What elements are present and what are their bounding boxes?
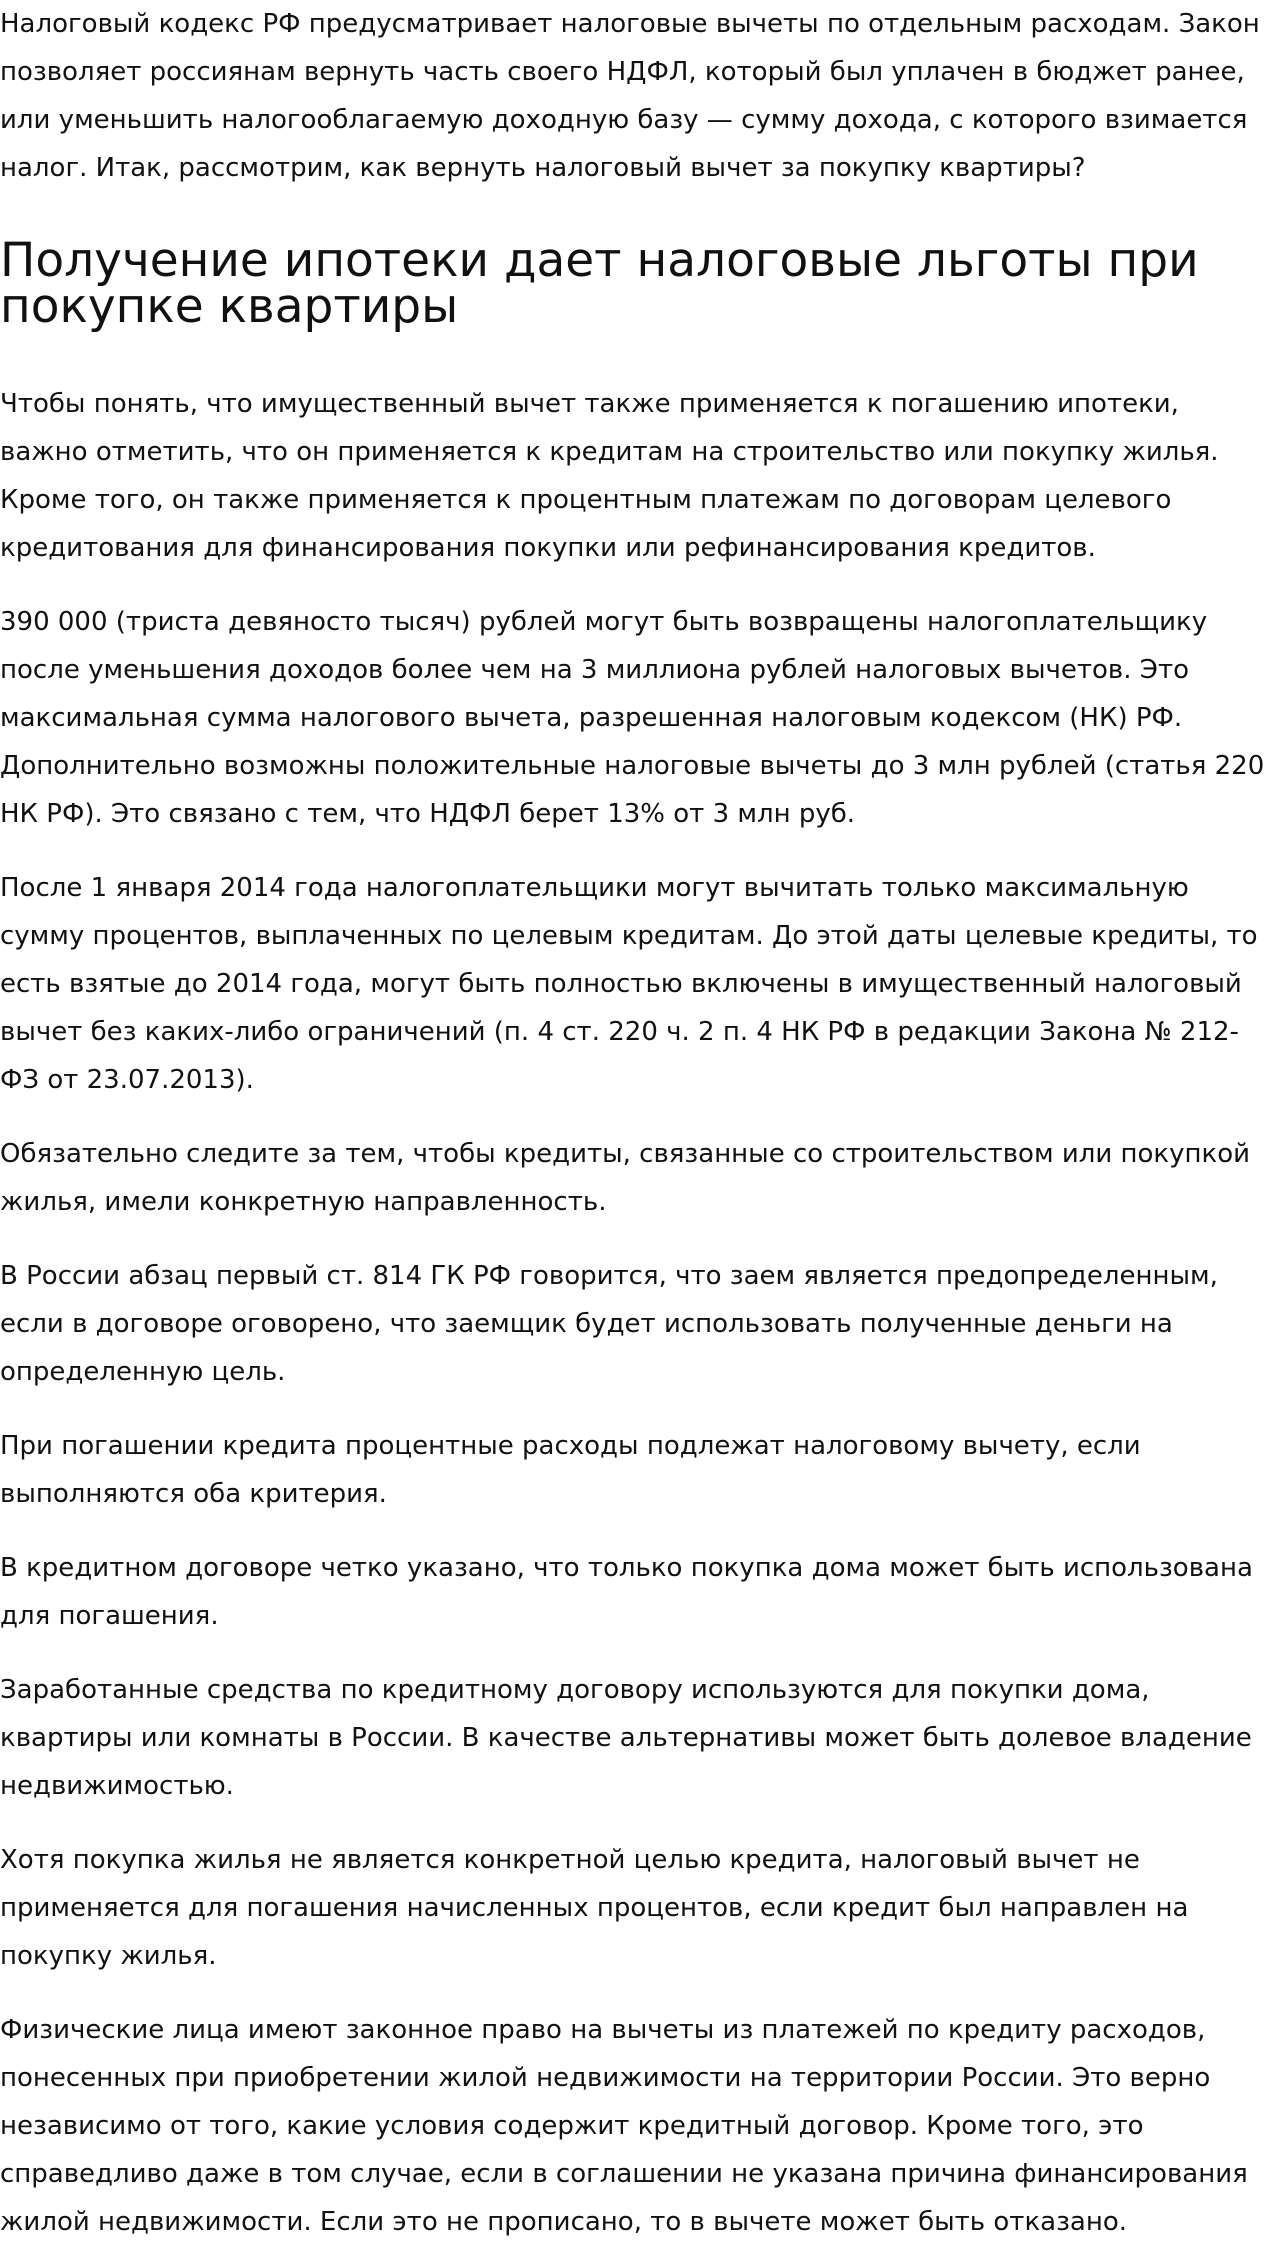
- article-paragraph: 390 000 (триста девяносто тысяч) рублей могут быть возвращены налогоплательщику после уменьшения доходов более чем на 3 миллиона рублей налоговых вычетов. Это максимальная сумма налогового вычета, разрешенная налоговым кодексом (НК) РФ. Дополнительно возможны положительные налоговые вычеты до 3 млн рублей (статья 220 НК РФ). Это связано с тем, что НДФЛ берет 13% от 3 млн руб.: [0, 607, 1265, 829]
- section-heading: Получение ипотеки дает налоговые льготы при покупке квартиры: [0, 233, 1199, 334]
- article-paragraph: После 1 января 2014 года налогоплательщики могут вычитать только максимальную сумму процентов, выплаченных по целевым кредитам. До этой даты целевые кредиты, то есть взятые до 2014 года, могут быть полностью включены в имущественный налоговый вычет без каких-либо ограничений (п. 4 ст. 220 ч. 2 п. 4 НК РФ в редакции Закона № 212-ФЗ от 23.07.2013).: [0, 873, 1258, 1095]
- article-paragraph: В России абзац первый ст. 814 ГК РФ говорится, что заем является предопределенным, если в договоре оговорено, что заемщик будет использовать полученные деньги на определенную цель.: [0, 1261, 1218, 1387]
- article-paragraph: Обязательно следите за тем, чтобы кредиты, связанные со строительством или покупкой жилья, имели конкретную направленность.: [0, 1139, 1251, 1217]
- article-paragraph: Чтобы понять, что имущественный вычет также применяется к погашению ипотеки, важно отметить, что он применяется к кредитам на строительство или покупку жилья. Кроме того, он также применяется к процентным платежам по договорам целевого кредитования для финансирования покупки или рефинансирования кредитов.: [0, 389, 1219, 563]
- article-paragraph: Физические лица имеют законное право на вычеты из платежей по кредиту расходов, понесенных при приобретении жилой недвижимости на территории России. Это верно независимо от того, какие условия содержит кредитный договор. Кроме того, это справедливо даже в том случае, если в соглашении не указана причина финансирования жилой недвижимости. Если это не прописано, то в вычете может быть отказано.: [0, 2015, 1248, 2237]
- article-paragraph: В кредитном договоре четко указано, что только покупка дома может быть использована для погашения.: [0, 1553, 1253, 1631]
- intro-paragraph: Налоговый кодекс РФ предусматривает налоговые вычеты по отдельным расходам. Закон позволяет россиянам вернуть часть своего НДФЛ, который был уплачен в бюджет ранее, или уменьшить налогооблагаемую доходную базу — сумму дохода, с которого взимается налог. Итак, рассмотрим, как вернуть налоговый вычет за покупку квартиры?: [0, 9, 1260, 183]
- article-paragraph: При погашении кредита процентные расходы подлежат налоговому вычету, если выполняются оба критерия.: [0, 1431, 1141, 1509]
- article-paragraph: Хотя покупка жилья не является конкретной целью кредита, налоговый вычет не применяется для погашения начисленных процентов, если кредит был направлен на покупку жилья.: [0, 1845, 1189, 1971]
- article-paragraph: Заработанные средства по кредитному договору используются для покупки дома, квартиры или комнаты в России. В качестве альтернативы может быть долевое владение недвижимостью.: [0, 1675, 1252, 1801]
